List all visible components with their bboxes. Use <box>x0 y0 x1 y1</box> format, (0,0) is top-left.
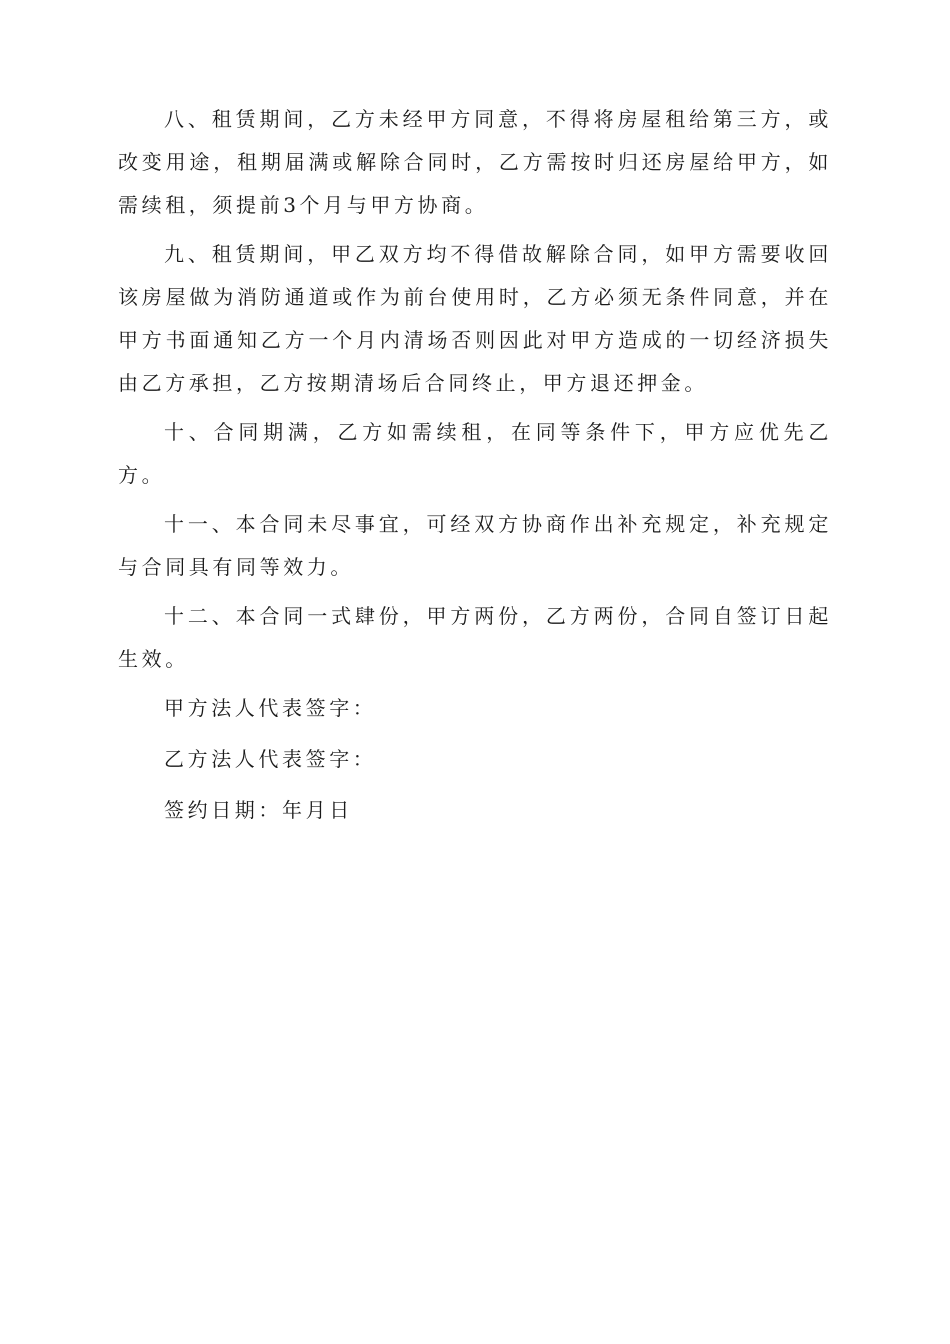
clause-8: 八、租赁期间，乙方未经甲方同意，不得将房屋租给第三方，或改变用途，租期届满或解除合同时，乙方需按时归还房屋给甲方，如需续租，须提前3个月与甲方协商。 <box>118 107 832 217</box>
clause-10: 十、合同期满，乙方如需续租，在同等条件下，甲方应优先乙方。 <box>118 420 832 487</box>
party-b-signature-label: 乙方法人代表签字： <box>164 747 377 771</box>
signing-date-label: 签约日期：年月日 <box>164 798 353 822</box>
clause-12: 十二、本合同一式肆份，甲方两份，乙方两份，合同自签订日起生效。 <box>118 604 832 671</box>
contract-page <box>118 98 832 840</box>
clause-9: 九、租赁期间，甲乙双方均不得借故解除合同，如甲方需要收回该房屋做为消防通道或作为前台使用时，乙方必须无条件同意，并在甲方书面通知乙方一个月内清场否则因此对甲方造成的一切经济损失由乙方承担，乙方按期清场后合同终止，甲方退还押金。 <box>118 242 832 395</box>
party-a-signature-label: 甲方法人代表签字： <box>164 696 377 720</box>
signature-block <box>164 687 832 832</box>
clause-11: 十一、本合同未尽事宜，可经双方协商作出补充规定，补充规定与合同具有同等效力。 <box>118 512 832 579</box>
